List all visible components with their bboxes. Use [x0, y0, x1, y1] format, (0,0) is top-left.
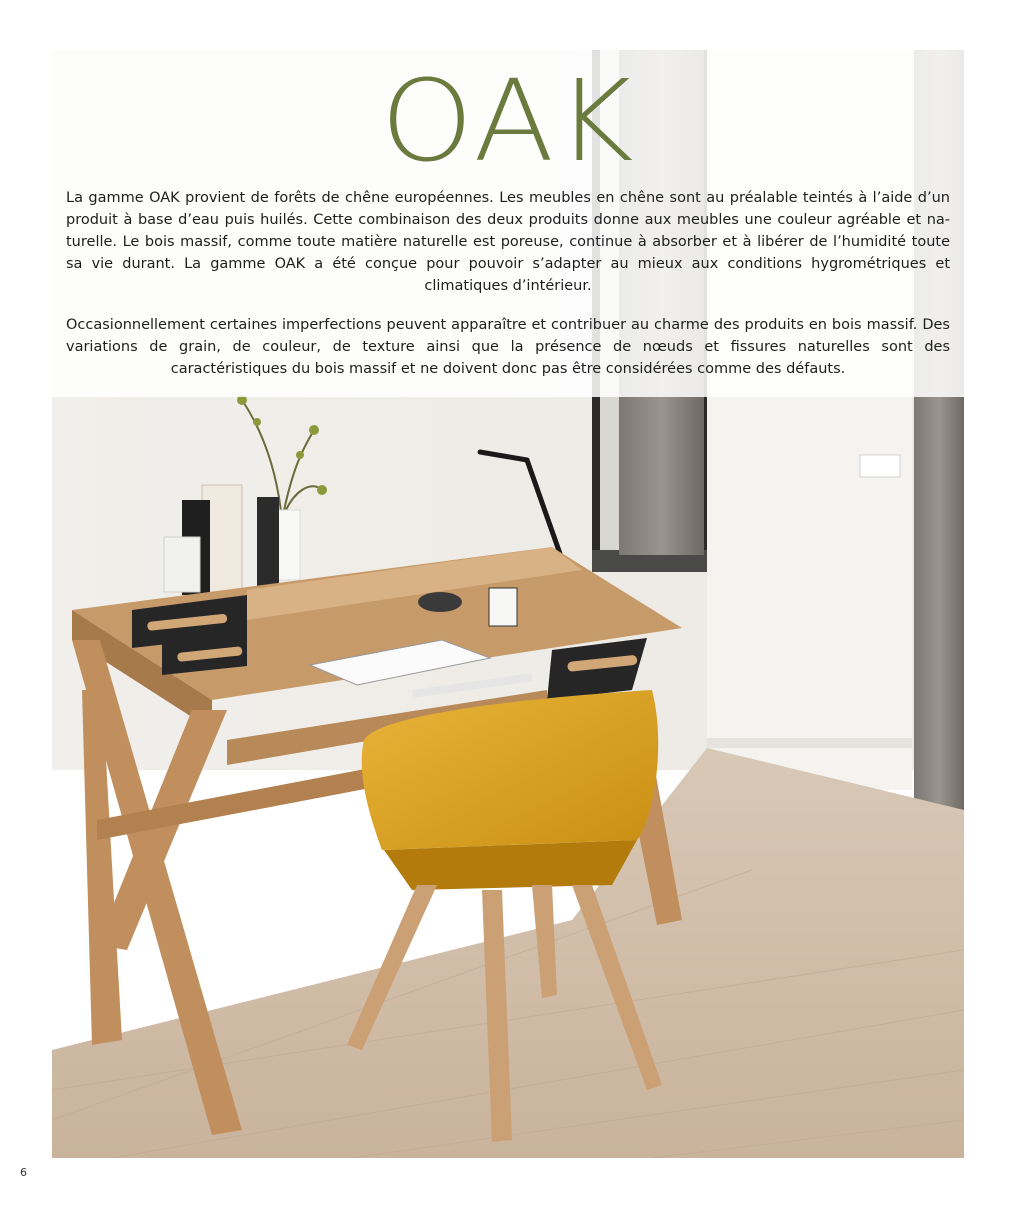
page-number: 6 [20, 1166, 27, 1179]
page-title: OAK [380, 55, 636, 187]
imperfections-paragraph: Occasionnellement certaines imperfections peuvent apparaître et contribuer au charme des produits en bois massif. Des variations de grain, de couleur, de texture ainsi que la présence de nœuds et fissures naturelles sont des caractéristiques du bois massif et ne doivent donc pas être considérées comme des défauts. [66, 317, 950, 377]
intro-paragraph: La gamme OAK provient de forêts de chêne européennes. Les meubles en chêne sont au préalable teintés à l’aide d’un produit à base d’eau puis huilés. Cette combinaison des deux produits donne aux meubles une couleur agréable et na-turelle. Le bois massif, comme toute matière naturelle est poreuse, continue à absorber et à libérer de l’humidité toute sa vie durant. La gamme OAK a été conçue pour pouvoir s’adapter au mieux aux conditions hygrométriques et climatiques d’intérieur. [66, 190, 950, 294]
hero-photo [52, 50, 964, 1158]
